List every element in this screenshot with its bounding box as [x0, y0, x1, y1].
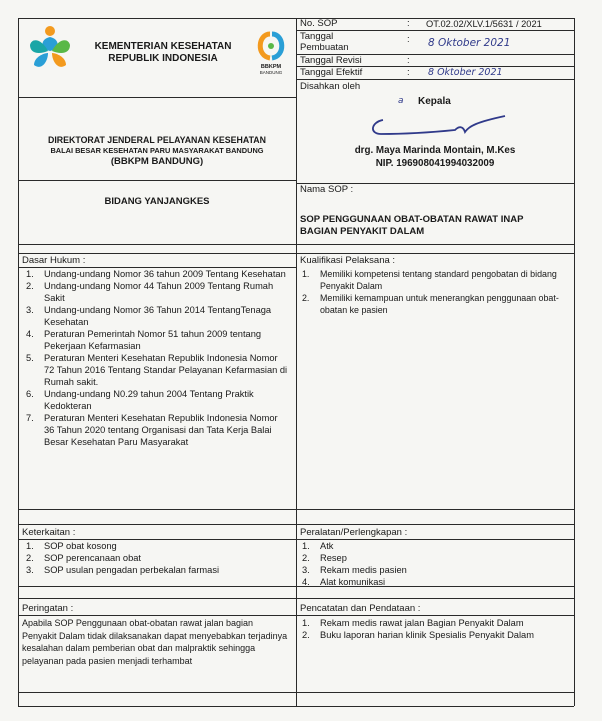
signer-name: drg. Maya Marinda Montain, M.Kes	[354, 145, 516, 156]
no-sop-value: OT.02.02/XLV.1/5631 / 2021	[426, 19, 542, 29]
nama-sop-label: Nama SOP :	[300, 184, 354, 195]
keterkaitan-list	[26, 540, 288, 576]
disahkan-label: Disahkan oleh	[300, 81, 361, 92]
list-item: 1. Memiliki kompetensi tentang standard pengobatan di bidang Penyakit Dalam	[302, 269, 557, 291]
list-item: 1. Undang-undang Nomor 36 tahun 2009 Tentang Kesehatan	[26, 269, 286, 279]
list-item: 2. SOP perencanaan obat	[26, 553, 142, 563]
directorate-line1: DIREKTORAT JENDERAL PELAYANAN KESEHATAN	[48, 135, 266, 145]
list-item: 7. Peraturan Menteri Kesehatan Republik Indonesia Nomor 36 Tahun 2020 tentang Organisasi dan Tata Kerja Balai Besar Kesehatan Paru Masyarakat	[26, 413, 278, 447]
header-bottom-line	[18, 244, 574, 245]
section-line	[18, 509, 574, 510]
logo-petal-bottom-right	[52, 53, 66, 67]
tgl-efektif-value: 8 Oktober 2021	[428, 67, 503, 78]
list-item: 6. Undang-undang N0.29 tahun 2004 Tentang Praktik Kedokteran	[26, 389, 254, 411]
peringatan-title: Peringatan :	[22, 603, 74, 614]
section-line	[18, 598, 574, 599]
ministry-name-line1: KEMENTERIAN KESEHATAN	[94, 41, 232, 52]
kepala-title: Kepala	[418, 96, 451, 107]
list-item: 2. Memiliki kemampuan untuk menerangkan penggunaan obat-obatan ke pasien	[302, 293, 559, 315]
bbkpm-logo-center-dot	[268, 43, 274, 49]
list-item: 2. Undang-undang Nomor 44 Tahun 2009 Tentang Rumah Sakit	[26, 281, 274, 303]
list-item: 1. SOP obat kosong	[26, 541, 117, 551]
bbkpm-logo-text: BBKPM	[260, 64, 282, 70]
list-item: 5. Peraturan Menteri Kesehatan Republik Indonesia Nomor 72 Tahun 2016 Tentang Standar Pelayanan Kefarmasian di Rumah sakit.	[26, 353, 288, 387]
bbkpm-logo-subtext: BANDUNG	[259, 70, 283, 75]
frame-right	[574, 18, 575, 706]
pencatatan-title-underline	[296, 615, 574, 616]
list-item: 1. Atk	[302, 541, 334, 551]
list-item: 4. Peraturan Pemerintah Nomor 51 tahun 2009 tentang Pekerjaan Kefarmasian	[26, 329, 262, 351]
meta-row-line	[296, 79, 574, 80]
directorate-line2: BALAI BESAR KESEHATAN PARU MASYARAKAT BANDUNG	[50, 146, 264, 155]
bidang-label: BIDANG YANJANGKES	[104, 196, 210, 207]
signature-mark	[365, 112, 515, 142]
peringatan-title-underline	[18, 615, 296, 616]
section-line	[18, 692, 574, 693]
peralatan-title: Peralatan/Perlengkapan :	[300, 527, 408, 538]
list-item: 2. Buku laporan harian klinik Spesialis Penyakit Dalam	[302, 630, 534, 640]
tgl-pembuatan-label-2: Pembuatan	[300, 42, 349, 53]
nama-sop-line2: BAGIAN PENYAKIT DALAM	[300, 226, 425, 237]
kualifikasi-title: Kualifikasi Pelaksana :	[300, 255, 396, 266]
dasar-hukum-title: Dasar Hukum :	[22, 255, 86, 266]
signer-nip: NIP. 196908041994032009	[375, 158, 495, 169]
list-item: 3. Undang-undang Nomor 36 Tahun 2014 TentangTenaga Kesehatan	[26, 305, 272, 327]
tgl-efektif-label: Tanggal Efektif	[300, 67, 363, 78]
list-item: 1. Rekam medis rawat jalan Bagian Penyakit Dalam	[302, 618, 524, 628]
kualifikasi-list	[302, 268, 568, 316]
column-divider	[296, 18, 297, 706]
list-item: 2. Resep	[302, 553, 347, 563]
bbkpm-logo-icon	[254, 30, 288, 62]
pencatatan-list	[302, 617, 568, 641]
tgl-efektif-sep: :	[407, 67, 410, 78]
header-bottom-line	[18, 253, 574, 254]
nama-sop-line1: SOP PENGGUNAAN OBAT-OBATAN RAWAT INAP	[300, 214, 524, 225]
tgl-revisi-label: Tanggal Revisi	[300, 55, 362, 66]
logo-dot	[45, 26, 55, 36]
keterkaitan-title: Keterkaitan :	[22, 527, 76, 538]
tgl-pembuatan-sep: :	[407, 34, 410, 45]
peringatan-text: Apabila SOP Penggunaan obat-obatan rawat jalan bagian Penyakit Dalam tidak dilaksanakan dapat menyebabkan terjadinya kesalahan dalam pemberian obat dan malpraktik sehingga pelayanan pada pasien menjadi terhambat	[22, 618, 288, 666]
ministry-name-line2: REPUBLIK INDONESIA	[108, 53, 218, 64]
list-item: 3. Rekam medis pasien	[302, 565, 407, 575]
frame-left	[18, 18, 19, 706]
kepala-prefix: a	[398, 96, 404, 106]
meta-row-line	[296, 30, 574, 31]
logo-petal-bottom-left	[34, 53, 48, 67]
directorate-section-line	[18, 180, 296, 181]
tgl-pembuatan-value: 8 Oktober 2021	[428, 37, 511, 49]
tgl-pembuatan-label: Tanggal	[300, 31, 334, 42]
peralatan-list	[302, 540, 568, 588]
signature-stroke	[373, 116, 505, 134]
directorate-line3: (BBKPM BANDUNG)	[110, 156, 204, 167]
tgl-revisi-sep: :	[407, 55, 410, 66]
frame-bottom	[18, 706, 574, 707]
no-sop-sep: :	[407, 18, 410, 29]
dasar-hukum-list	[26, 268, 288, 448]
list-item: 4. Alat komunikasi	[302, 577, 386, 587]
no-sop-label: No. SOP	[300, 18, 338, 29]
list-item: 3. SOP usulan pengadan perbekalan farmasi	[26, 565, 220, 575]
pencatatan-title: Pencatatan dan Pendataan :	[300, 603, 421, 614]
ministry-logo-icon	[26, 25, 74, 77]
section-line	[18, 524, 574, 525]
logo-section-line	[18, 97, 296, 98]
